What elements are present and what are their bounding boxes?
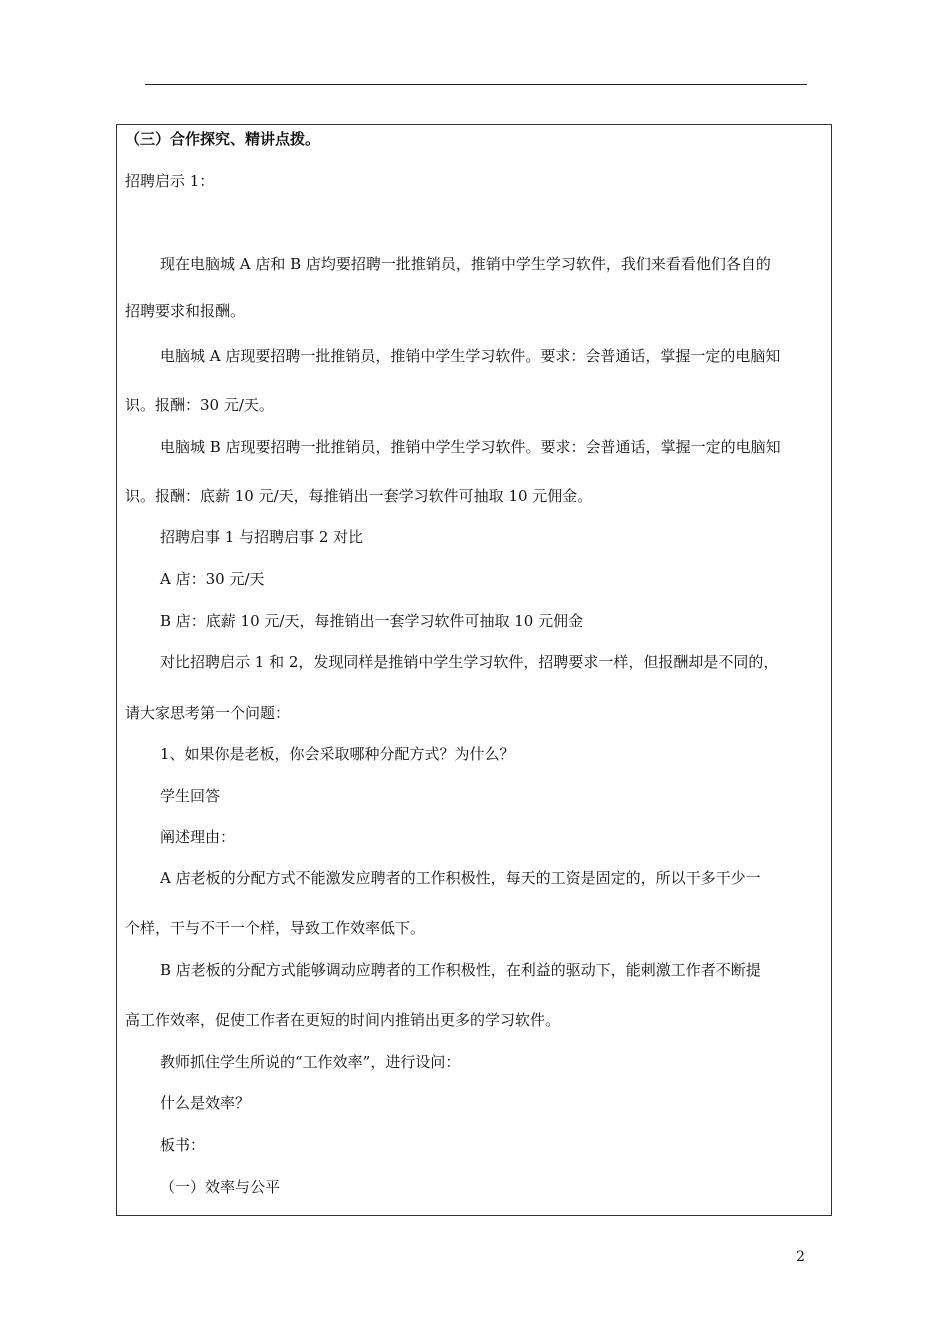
paragraph-line: A 店老板的分配方式不能激发应聘者的工作积极性，每天的工资是固定的，所以干多干少一 bbox=[160, 869, 761, 887]
page-number: 2 bbox=[796, 1249, 805, 1265]
paragraph-line: B 店老板的分配方式能够调动应聘者的工作积极性，在利益的驱动下，能刺激工作者不断提 bbox=[160, 961, 761, 979]
paragraph-line: 学生回答 bbox=[160, 787, 221, 805]
paragraph-line: 个样，干与不干一个样，导致工作效率低下。 bbox=[125, 919, 426, 937]
paragraph-line: 招聘要求和报酬。 bbox=[125, 302, 246, 320]
paragraph-line: 电脑城 B 店现要招聘一批推销员，推销中学生学习软件。要求：会普通话，掌握一定的电脑知 bbox=[160, 438, 781, 456]
paragraph-line: 识。报酬：底薪 10 元/天，每推销出一套学习软件可抽取 10 元佣金。 bbox=[125, 487, 593, 505]
section-title: （三）合作探究、精讲点拨。 bbox=[125, 130, 321, 148]
paragraph-line: B 店：底薪 10 元/天，每推销出一套学习软件可抽取 10 元佣金 bbox=[160, 612, 584, 630]
paragraph-line: 对比招聘启示 1 和 2，发现同样是推销中学生学习软件，招聘要求一样，但报酬却是不同的， bbox=[160, 653, 779, 671]
paragraph-line: 教师抓住学生所说的“工作效率”，进行设问： bbox=[160, 1053, 461, 1071]
subheading: （一）效率与公平 bbox=[160, 1178, 281, 1196]
paragraph-line: 什么是效率？ bbox=[160, 1094, 251, 1112]
paragraph-line: 现在电脑城 A 店和 B 店均要招聘一批推销员，推销中学生学习软件，我们来看看他们各自的 bbox=[160, 255, 771, 273]
paragraph-line: 电脑城 A 店现要招聘一批推销员，推销中学生学习软件。要求：会普通话，掌握一定的电脑知 bbox=[160, 347, 781, 365]
paragraph-line: 招聘启示 1： bbox=[125, 172, 215, 190]
paragraph-line: 高工作效率，促使工作者在更短的时间内推销出更多的学习软件。 bbox=[125, 1011, 561, 1029]
paragraph-line: 阐述理由： bbox=[160, 828, 236, 846]
paragraph-line: 招聘启事 1 与招聘启事 2 对比 bbox=[160, 528, 364, 546]
paragraph-line: 请大家思考第一个问题： bbox=[125, 704, 291, 722]
header-rule bbox=[145, 84, 807, 85]
paragraph-line: 1、如果你是老板，你会采取哪种分配方式？为什么？ bbox=[160, 745, 515, 763]
paragraph-line: 板书： bbox=[160, 1136, 206, 1154]
paragraph-line: A 店：30 元/天 bbox=[160, 570, 265, 588]
paragraph-line: 识。报酬：30 元/天。 bbox=[125, 396, 274, 414]
